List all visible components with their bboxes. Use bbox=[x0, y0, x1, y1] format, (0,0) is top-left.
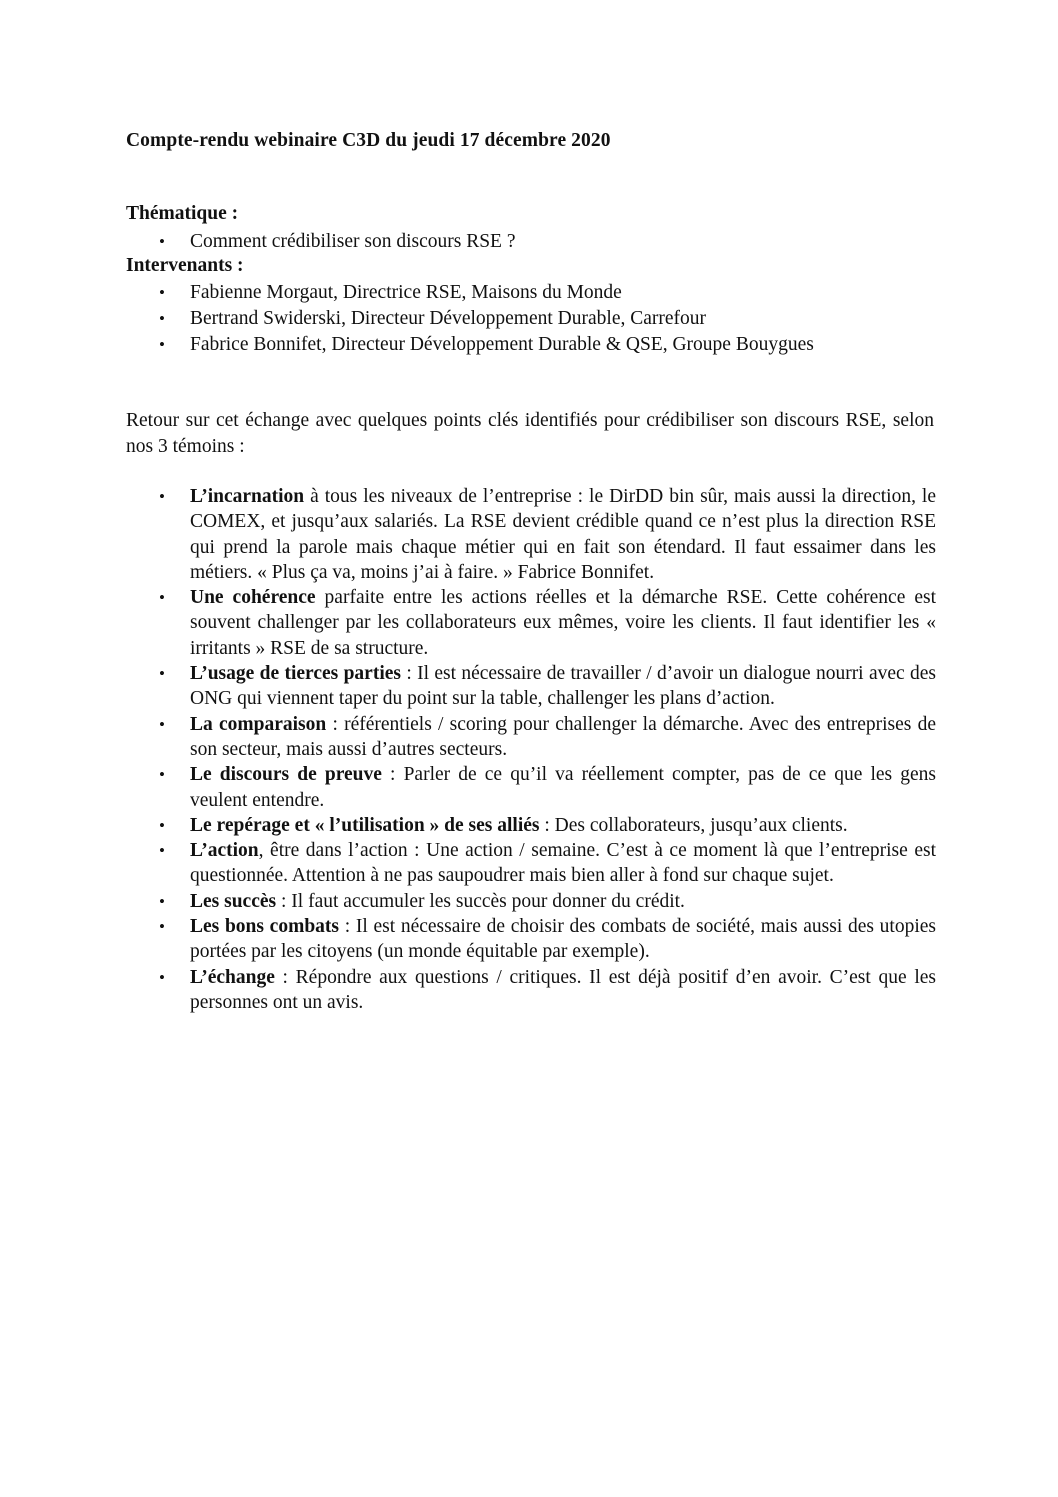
key-point-keyword: L’usage de tierces parties bbox=[190, 663, 401, 685]
key-point-text: , être dans l’action : Une action / semaine. C’est à ce moment là que l’entreprise est questionnée. Attention à ne pas saupoudrer mais bien aller à fond sur chaque sujet. bbox=[190, 840, 936, 887]
key-point-keyword: L’échange bbox=[190, 966, 275, 988]
key-point-item bbox=[126, 762, 936, 813]
key-point-keyword: Les bons combats bbox=[190, 916, 340, 938]
intro-paragraph: Retour sur cet échange avec quelques points clés identifiés pour crédibiliser son discours RSE, selon nos 3 témoins : bbox=[126, 410, 934, 457]
intervenants-label: Intervenants : bbox=[126, 255, 244, 276]
key-point-text: : Des collaborateurs, jusqu’aux clients. bbox=[539, 814, 848, 836]
bullet-icon: • bbox=[159, 283, 165, 302]
thematique-label: Thématique : bbox=[126, 203, 239, 224]
key-point-item bbox=[126, 712, 936, 763]
list-item bbox=[126, 229, 516, 255]
list-item bbox=[126, 280, 814, 306]
key-point-item bbox=[126, 813, 936, 838]
key-point-item bbox=[126, 484, 936, 585]
bullet-icon: • bbox=[159, 588, 165, 608]
key-point-text: : Il est nécessaire de choisir des combats de société, mais aussi des utopies portées par les citoyens (un monde équitable par exemple). bbox=[190, 916, 936, 963]
thematique-list bbox=[126, 229, 516, 255]
key-point-keyword: La comparaison bbox=[190, 713, 327, 735]
key-point-keyword: L’incarnation bbox=[190, 486, 305, 507]
bullet-icon: • bbox=[159, 335, 165, 354]
list-item-text: Comment crédibiliser son discours RSE ? bbox=[190, 231, 516, 252]
key-point-item bbox=[126, 838, 936, 889]
key-point-text: : Répondre aux questions / critiques. Il est déjà positif d’en avoir. C’est que les personnes ont un avis. bbox=[190, 966, 936, 1013]
key-point-keyword: L’action bbox=[190, 840, 259, 862]
bullet-icon: • bbox=[159, 714, 165, 734]
key-point-item bbox=[126, 914, 936, 965]
bullet-icon: • bbox=[159, 487, 165, 506]
bullet-icon: • bbox=[159, 917, 165, 937]
bullet-icon: • bbox=[159, 967, 165, 987]
key-points-list bbox=[126, 484, 936, 1015]
bullet-icon: • bbox=[159, 664, 165, 684]
list-item bbox=[126, 306, 814, 332]
list-item-text: Fabrice Bonnifet, Directeur Développement Durable & QSE, Groupe Bouygues bbox=[190, 334, 814, 355]
key-point-text: : Il faut accumuler les succès pour donner du crédit. bbox=[276, 890, 685, 912]
key-point-text: parfaite entre les actions réelles et la démarche RSE. Cette cohérence est souvent challenger par les collaborateurs eux mêmes, voire les clients. Il faut identifier les « irritants » RSE de sa structure. bbox=[190, 587, 936, 659]
key-point-item bbox=[126, 965, 936, 1016]
key-point-text: : Il est nécessaire de travailler / d’avoir un dialogue nourri avec des ONG qui viennent taper du point sur la table, challenger les plans d’action. bbox=[190, 663, 936, 710]
key-point-text: : Parler de ce qu’il va réellement compter, pas de ce que les gens veulent entendre. bbox=[190, 764, 937, 811]
document-title: Compte-rendu webinaire C3D du jeudi 17 décembre 2020 bbox=[126, 130, 611, 151]
key-point-keyword: Une cohérence bbox=[190, 587, 316, 609]
key-point-keyword: Le discours de preuve bbox=[190, 764, 382, 786]
bullet-icon: • bbox=[159, 765, 165, 785]
key-point-item bbox=[126, 889, 936, 914]
list-item bbox=[126, 332, 814, 358]
list-item-text: Bertrand Swiderski, Directeur Développement Durable, Carrefour bbox=[190, 308, 707, 329]
bullet-icon: • bbox=[159, 309, 165, 328]
key-point-item bbox=[126, 585, 936, 661]
bullet-icon: • bbox=[159, 891, 165, 911]
key-point-item bbox=[126, 661, 936, 712]
intervenants-list bbox=[126, 280, 814, 358]
key-point-keyword: Le repérage et « l’utilisation » de ses alliés bbox=[190, 814, 540, 836]
key-point-text: à tous les niveaux de l’entreprise : le DirDD bin sûr, mais aussi la direction, le COMEX, et jusqu’aux salariés. La RSE devient crédible quand ce n’est plus la direction RSE qui prend la parole mais chaque métier qui en fait son étendard. Il faut essaimer dans les métiers. « Plus ça va, moins j’ai à faire. » Fabrice Bonnifet. bbox=[190, 486, 936, 583]
list-item-text: Fabienne Morgaut, Directrice RSE, Maisons du Monde bbox=[190, 282, 622, 303]
key-point-text: : référentiels / scoring pour challenger la démarche. Avec des entreprises de son secteur, mais aussi d’autres secteurs. bbox=[190, 713, 936, 760]
bullet-icon: • bbox=[159, 841, 165, 861]
key-point-keyword: Les succès bbox=[190, 890, 277, 912]
bullet-icon: • bbox=[159, 232, 165, 251]
bullet-icon: • bbox=[159, 815, 165, 835]
